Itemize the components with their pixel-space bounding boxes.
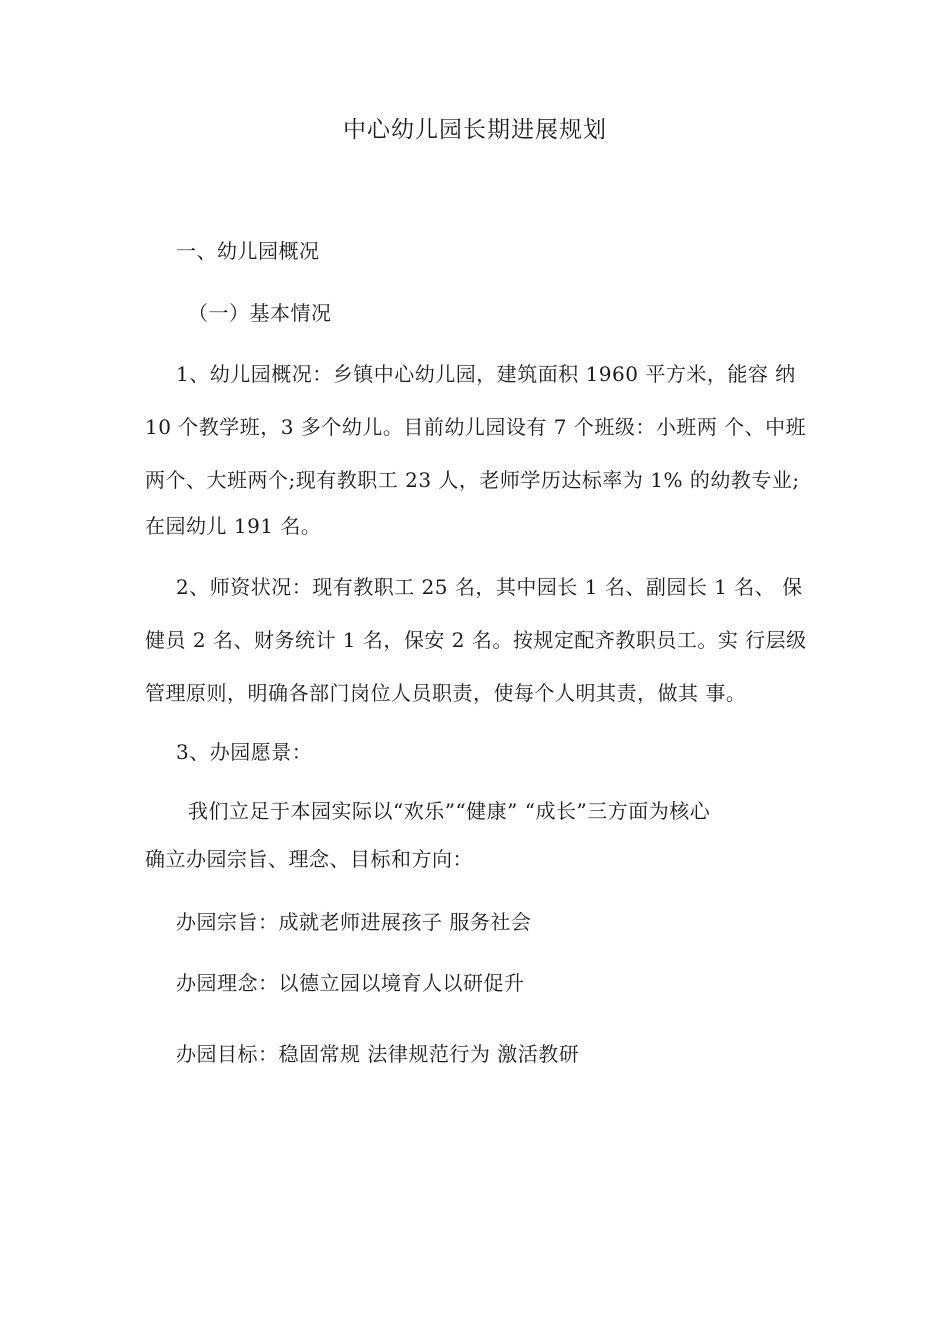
item1-line3: 两个、大班两个;现有教职工 23 人，老师学历达标率为 1% 的幼教专业;: [145, 468, 800, 492]
subsection-heading-basic-info: （一）基本情况: [188, 301, 332, 325]
document-title: 中心幼儿园长期进展规划: [343, 117, 607, 143]
philosophy-line: 办园理念：以德立园以境育人以研促升: [176, 971, 525, 995]
vision-line1: 我们立足于本园实际以“欢乐”“健康” “成长”三方面为核心: [188, 799, 711, 823]
item2-line1: 2、师资状况：现有教职工 25 名，其中园长 1 名、副园长 1 名、 保: [176, 575, 803, 599]
item1-line2: 10 个教学班，3 多个幼儿。目前幼儿园设有 7 个班级：小班两 个、中班: [145, 415, 807, 439]
goal-line: 办园目标：稳固常规 法律规范行为 激活教研: [176, 1042, 580, 1066]
item1-line1: 1、幼儿园概况：乡镇中心幼儿园，建筑面积 1960 平方米，能容 纳: [176, 362, 796, 386]
item1-line4: 在园幼儿 191 名。: [145, 514, 322, 538]
item2-line2: 健员 2 名、财务统计 1 名，保安 2 名。按规定配齐教职员工。实 行层级: [145, 628, 807, 652]
section-heading-overview: 一、幼儿园概况: [176, 239, 320, 263]
item3-heading: 3、办园愿景：: [176, 740, 313, 764]
vision-line2: 确立办园宗旨、理念、目标和方向：: [145, 847, 473, 871]
purpose-line: 办园宗旨：成就老师进展孩子 服务社会: [176, 910, 532, 934]
item2-line3: 管理原则，明确各部门岗位人员职责，使每个人明其责，做其 事。: [145, 681, 747, 705]
